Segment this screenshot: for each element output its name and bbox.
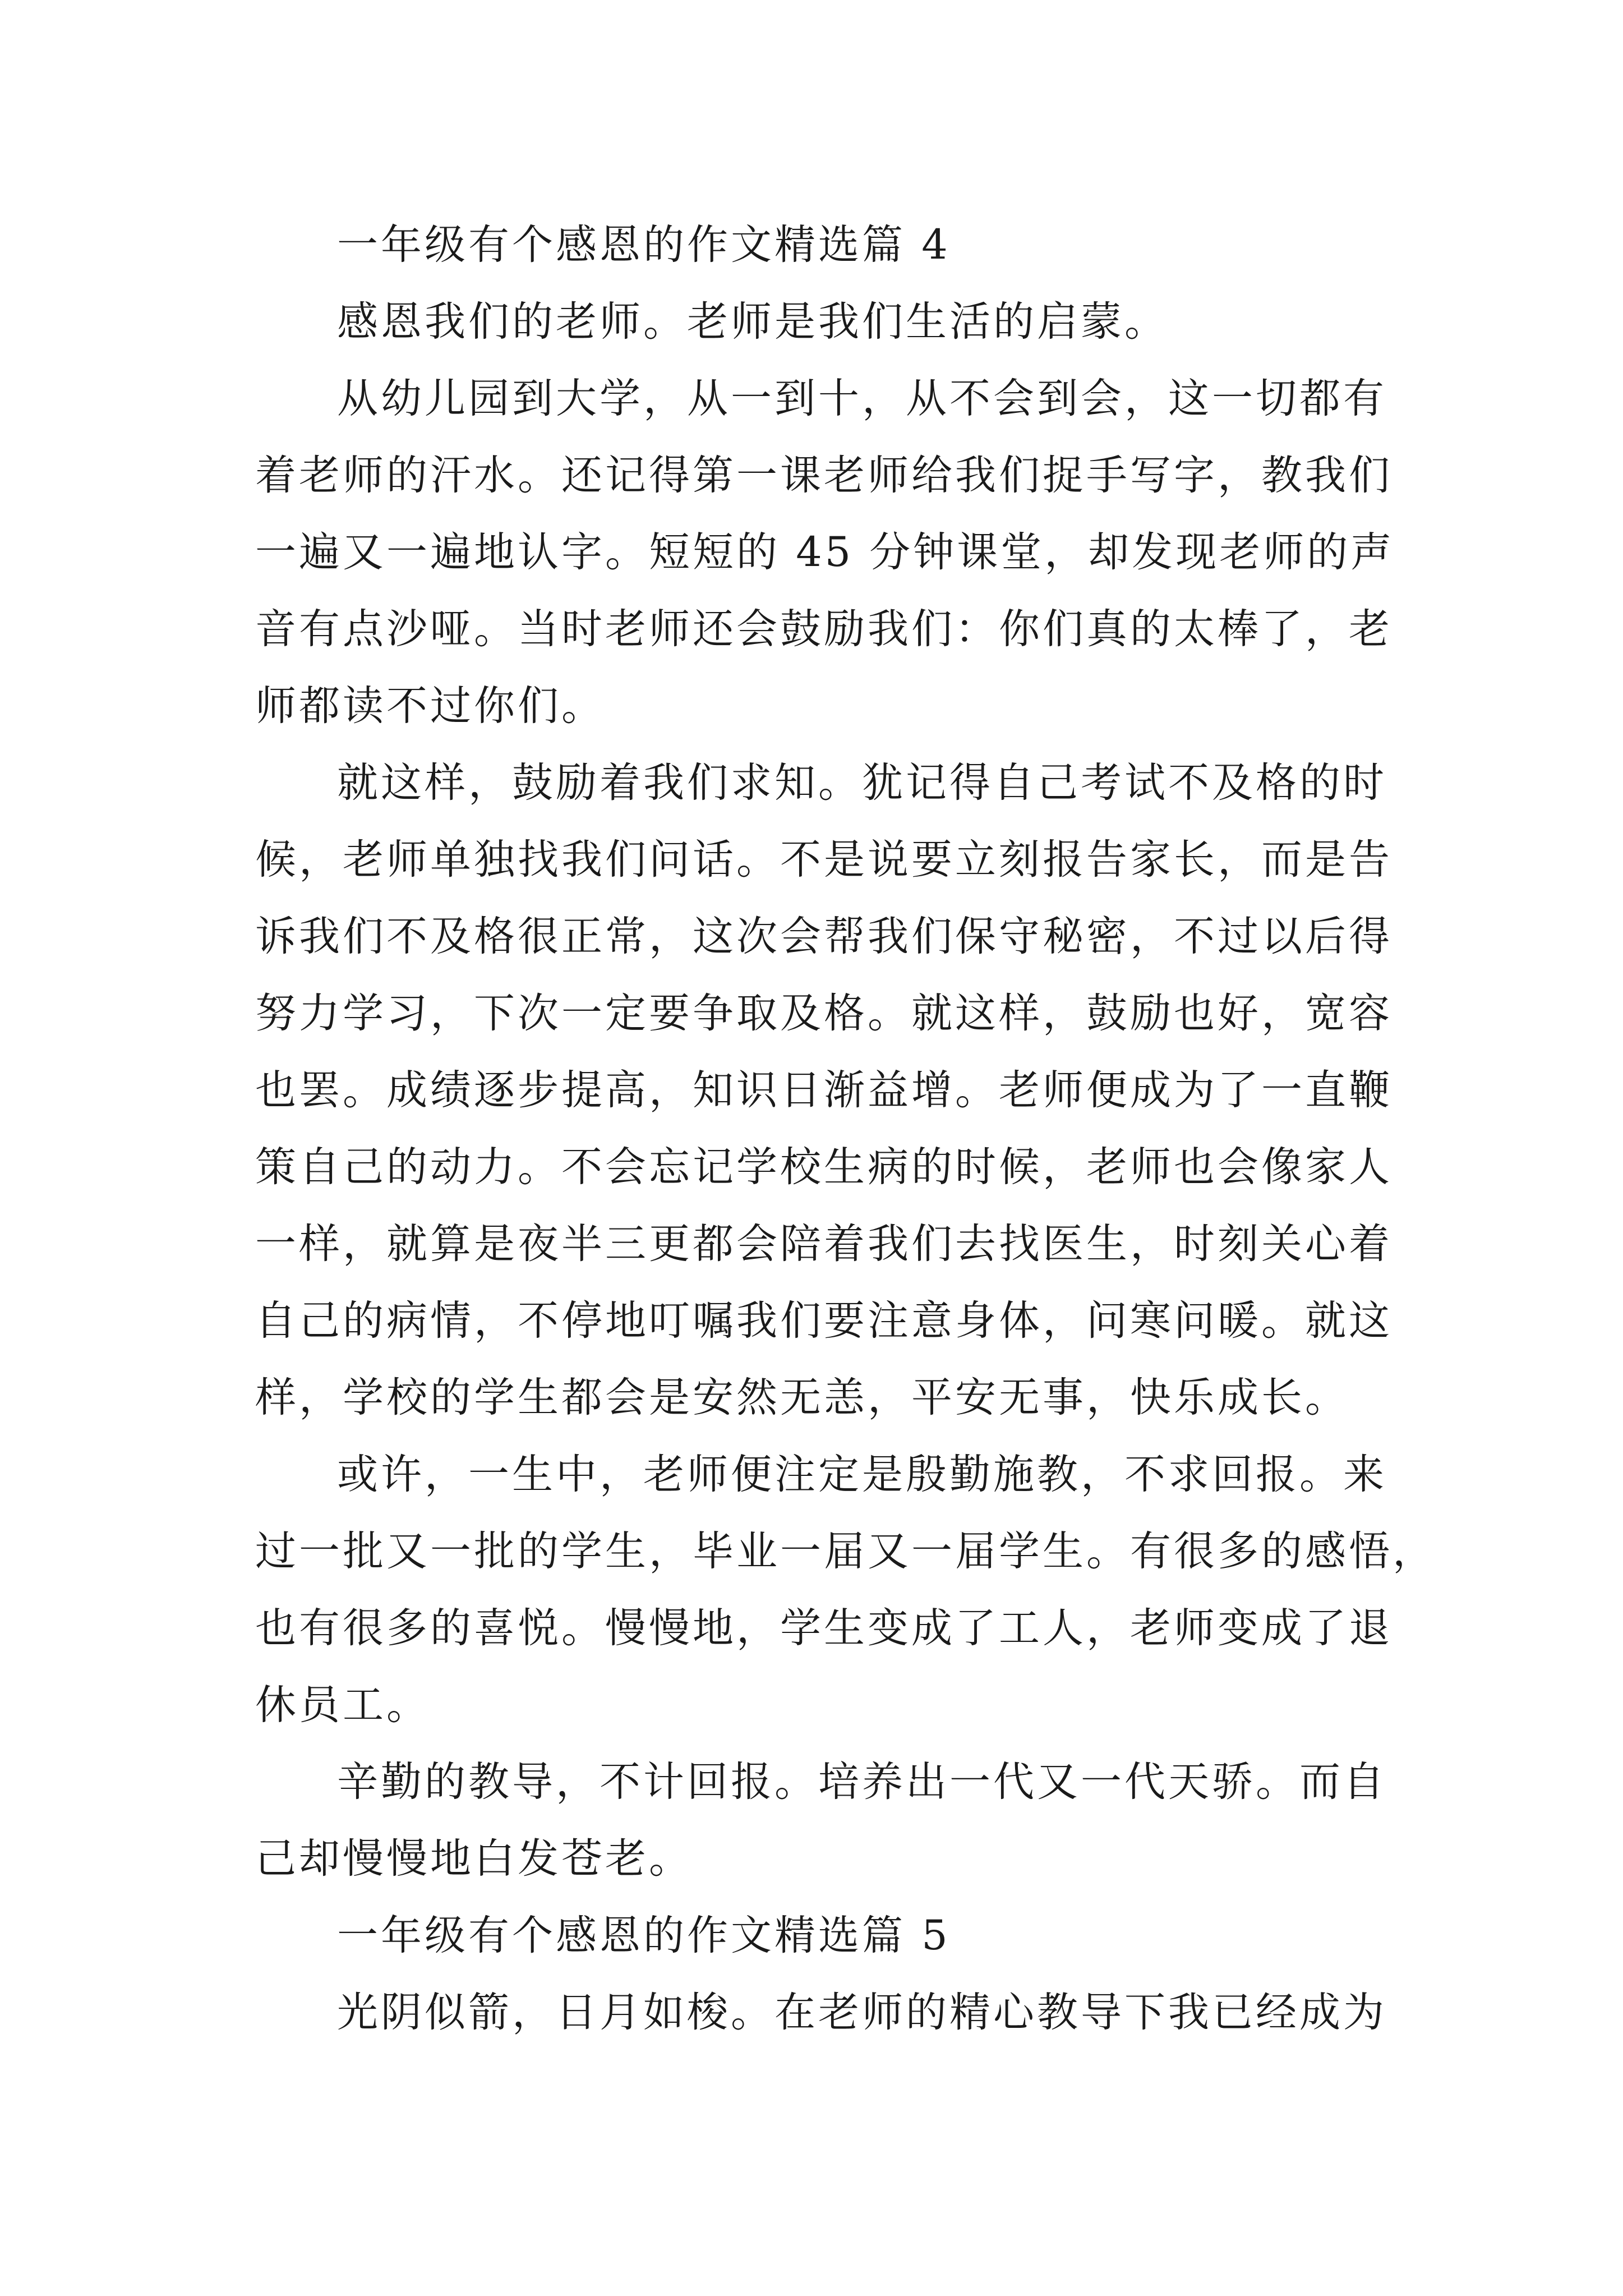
section-heading: 一年级有个感恩的作文精选篇 4: [337, 221, 951, 269]
paragraph-line: 感恩我们的老师。老师是我们生活的启蒙。: [337, 298, 1168, 346]
paragraph-line: 就这样，鼓励着我们求知。犹记得自己考试不及格的时: [337, 759, 1387, 807]
paragraph-line: 策自己的动力。不会忘记学校生病的时候，老师也会像家人: [255, 1143, 1393, 1191]
document-body: [255, 206, 1436, 2051]
paragraph-line: 一遍又一遍地认字。短短的 45 分钟课堂，却发现老师的声: [255, 528, 1395, 576]
paragraph-line: 辛勤的教导，不计回报。培养出一代又一代天骄。而自: [337, 1758, 1387, 1806]
paragraph-line: 自己的病情，不停地叮嘱我们要注意身体，问寒问暖。就这: [255, 1297, 1393, 1345]
paragraph-line: 着老师的汗水。还记得第一课老师给我们捉手写字，教我们: [255, 452, 1393, 499]
paragraph-line: 一样，就算是夜半三更都会陪着我们去找医生，时刻关心着: [255, 1220, 1393, 1268]
paragraph-line: 也罢。成绩逐步提高，知识日渐益增。老师便成为了一直鞭: [255, 1066, 1393, 1114]
paragraph-line: 从幼儿园到大学，从一到十，从不会到会，这一切都有: [337, 375, 1387, 422]
paragraph-line: 或许，一生中，老师便注定是殷勤施教，不求回报。来: [337, 1451, 1387, 1498]
paragraph-line: 己却慢慢地白发苍老。: [255, 1835, 693, 1883]
paragraph-line: 候，老师单独找我们问话。不是说要立刻报告家长，而是告: [255, 836, 1393, 884]
paragraph-line: 样，学校的学生都会是安然无恙，平安无事，快乐成长。: [255, 1374, 1349, 1421]
paragraph-line: 过一批又一批的学生，毕业一届又一届学生。有很多的感悟，: [255, 1527, 1436, 1575]
paragraph-line: 音有点沙哑。当时老师还会鼓励我们：你们真的太棒了，老: [255, 605, 1393, 653]
paragraph-line: 也有很多的喜悦。慢慢地，学生变成了工人，老师变成了退: [255, 1604, 1393, 1652]
paragraph-line: 休员工。: [255, 1681, 430, 1729]
section-heading: 一年级有个感恩的作文精选篇 5: [337, 1912, 951, 1959]
paragraph-line: 师都读不过你们。: [255, 682, 605, 730]
paragraph-line: 努力学习，下次一定要争取及格。就这样，鼓励也好，宽容: [255, 990, 1393, 1037]
paragraph-line: 诉我们不及格很正常，这次会帮我们保守秘密，不过以后得: [255, 913, 1393, 960]
paragraph-line: 光阴似箭，日月如梭。在老师的精心教导下我已经成为: [337, 1989, 1387, 2036]
